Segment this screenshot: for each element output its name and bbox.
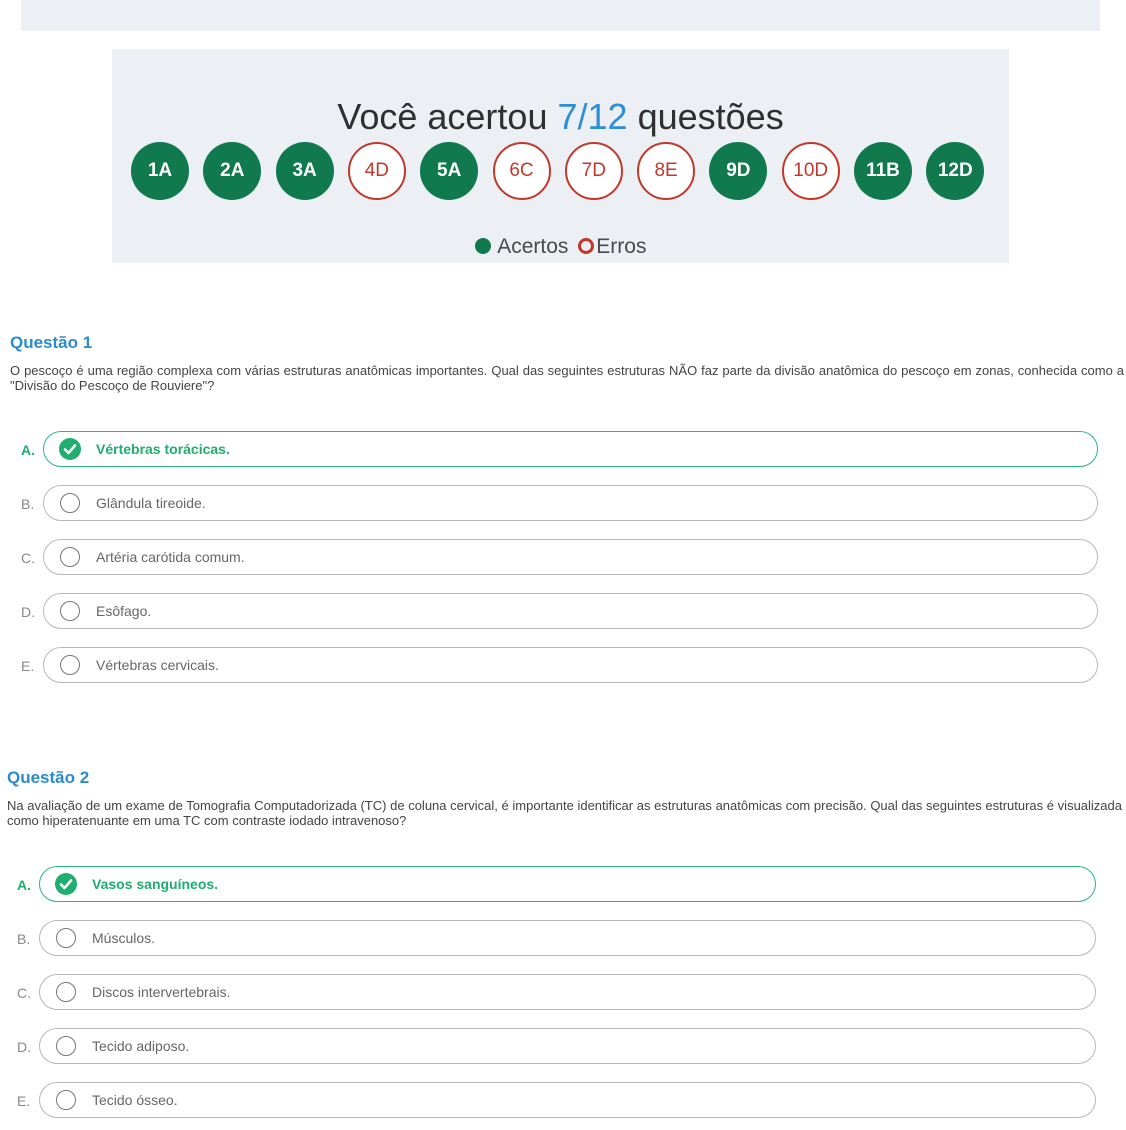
- result-bubble-12[interactable]: 12D: [926, 142, 984, 200]
- checkmark-icon: [55, 873, 77, 895]
- result-bubble-3[interactable]: 3A: [276, 142, 334, 200]
- option-letter: D.: [21, 604, 35, 620]
- result-bubble-6[interactable]: 6C: [493, 142, 551, 200]
- answer-option-c[interactable]: [43, 539, 1098, 575]
- answer-option-b[interactable]: [39, 920, 1096, 956]
- option-text: Glândula tireoide.: [96, 495, 206, 511]
- result-bubble-7[interactable]: 7D: [565, 142, 623, 200]
- option-letter: E.: [21, 658, 35, 674]
- question-title: Questão 1: [10, 333, 93, 352]
- correct-dot-icon: [475, 238, 491, 254]
- wrong-ring-icon: [578, 238, 594, 254]
- legend: [112, 235, 1009, 259]
- answer-option-a[interactable]: [39, 866, 1096, 902]
- score-suffix: questões: [637, 96, 784, 137]
- result-bubble-1[interactable]: 1A: [131, 142, 189, 200]
- result-bubble-2[interactable]: 2A: [203, 142, 261, 200]
- answer-option-d[interactable]: [43, 593, 1098, 629]
- result-bubble-8[interactable]: 8E: [637, 142, 695, 200]
- answer-option-e[interactable]: [43, 647, 1098, 683]
- option-text: Vasos sanguíneos.: [92, 876, 219, 892]
- option-text: Músculos.: [92, 930, 156, 946]
- radio-icon[interactable]: [60, 601, 80, 621]
- option-letter: A.: [21, 442, 35, 458]
- option-letter: E.: [17, 1093, 31, 1109]
- question-title: Questão 2: [7, 768, 90, 787]
- radio-icon[interactable]: [56, 928, 76, 948]
- answer-option-d[interactable]: [39, 1028, 1096, 1064]
- option-letter: C.: [17, 985, 31, 1001]
- result-bubble-5[interactable]: 5A: [420, 142, 478, 200]
- option-text: Vértebras cervicais.: [96, 657, 219, 673]
- results-summary: [112, 49, 1009, 263]
- checkmark-icon: [59, 438, 81, 460]
- option-letter: B.: [17, 931, 31, 947]
- score-prefix: Você acertou: [337, 96, 548, 137]
- option-text: Vértebras torácicas.: [96, 441, 230, 457]
- legend-correct-label: Acertos: [497, 235, 569, 258]
- option-text: Esôfago.: [96, 603, 152, 619]
- question-text: Na avaliação de um exame de Tomografia Computadorizada (TC) de coluna cervical, é importante identificar as estruturas anatômicas com precisão. Qual das seguintes estruturas é visualizada como hiperatenuante em uma TC com contraste iodado intravenoso?: [7, 798, 1122, 828]
- radio-icon[interactable]: [56, 982, 76, 1002]
- answer-option-a[interactable]: [43, 431, 1098, 467]
- option-text: Artéria carótida comum.: [96, 549, 245, 565]
- question-text: O pescoço é uma região complexa com várias estruturas anatômicas importantes. Qual das seguintes estruturas NÃO faz parte da divisão anatômica do pescoço em zonas, conhecida como a "Divisão do Pescoço de Rouviere"?: [10, 363, 1124, 393]
- radio-icon[interactable]: [60, 655, 80, 675]
- result-bubble-11[interactable]: 11B: [854, 142, 912, 200]
- legend-wrong-label: Erros: [596, 235, 647, 258]
- option-text: Tecido adiposo.: [92, 1038, 190, 1054]
- option-letter: D.: [17, 1039, 31, 1055]
- radio-icon[interactable]: [60, 493, 80, 513]
- top-banner: [21, 0, 1100, 31]
- option-text: Tecido ósseo.: [92, 1092, 178, 1108]
- radio-icon[interactable]: [56, 1036, 76, 1056]
- answer-option-c[interactable]: [39, 974, 1096, 1010]
- option-text: Discos intervertebrais.: [92, 984, 231, 1000]
- answer-option-b[interactable]: [43, 485, 1098, 521]
- option-letter: C.: [21, 550, 35, 566]
- score-value: 7/12: [557, 96, 628, 137]
- answer-option-e[interactable]: [39, 1082, 1096, 1118]
- option-letter: B.: [21, 496, 35, 512]
- option-letter: A.: [17, 877, 31, 893]
- radio-icon[interactable]: [60, 547, 80, 567]
- answer-bubbles: [112, 49, 1009, 263]
- result-bubble-9[interactable]: 9D: [709, 142, 767, 200]
- result-bubble-10[interactable]: 10D: [782, 142, 840, 200]
- result-bubble-4[interactable]: 4D: [348, 142, 406, 200]
- radio-icon[interactable]: [56, 1090, 76, 1110]
